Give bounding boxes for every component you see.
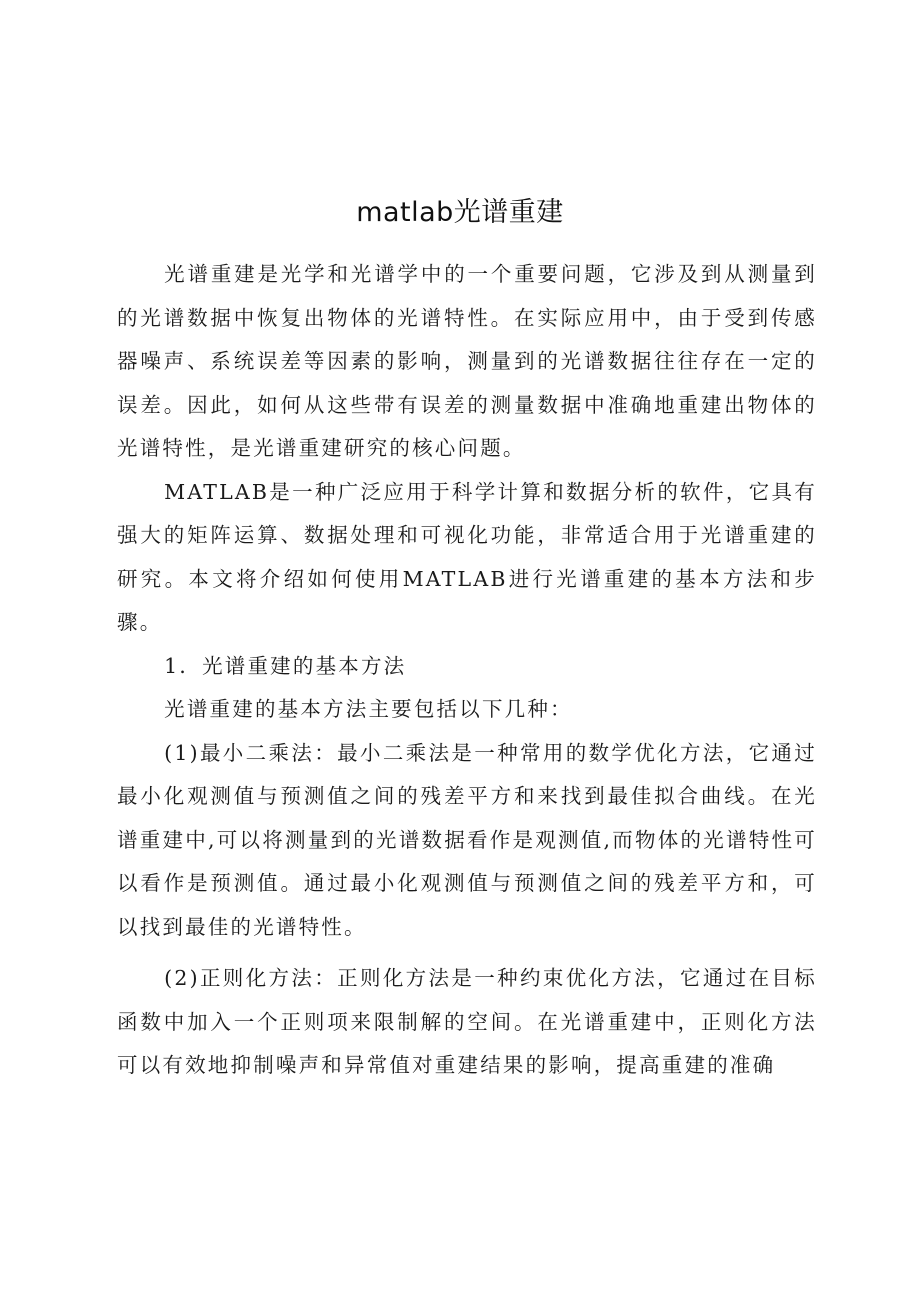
document-title: matlab光谱重建: [356, 197, 564, 228]
paragraph-least-squares: (1)最小二乘法：最小二乘法是一种常用的数学优化方法，它通过最小化观测值与预测值之间的残差平方和来找到最佳拟合曲线。在光谱重建中,可以将测量到的光谱数据看作是观测值,而物体的光谱特性可以看作是预测值。通过最小化观测值与预测值之间的残差平方和，可以找到最佳的光谱特性。: [117, 740, 817, 939]
section-heading: 1．光谱重建的基本方法: [164, 653, 407, 678]
paragraph-regularization: (2)正则化方法：正则化方法是一种约束优化方法，它通过在目标函数中加入一个正则项来限制解的空间。在光谱重建中，正则化方法可以有效地抑制噪声和异常值对重建结果的影响，提高重建的准确: [117, 966, 817, 1077]
paragraph-intro: 光谱重建是光学和光谱学中的一个重要问题，它涉及到从测量到的光谱数据中恢复出物体的光谱特性。在实际应用中，由于受到传感器噪声、系统误差等因素的影响，测量到的光谱数据往往存在一定的误差。因此，如何从这些带有误差的测量数据中准确地重建出物体的光谱特性，是光谱重建研究的核心问题。: [117, 262, 817, 460]
paragraph-matlab: MATLAB是一种广泛应用于科学计算和数据分析的软件，它具有强大的矩阵运算、数据处理和可视化功能，非常适合用于光谱重建的研究。本文将介绍如何使用MATLAB进行光谱重建的基本方法和步骤。: [117, 479, 817, 634]
document-body: [117, 253, 817, 1088]
paragraph-methods-intro: 光谱重建的基本方法主要包括以下几种：: [164, 697, 573, 721]
